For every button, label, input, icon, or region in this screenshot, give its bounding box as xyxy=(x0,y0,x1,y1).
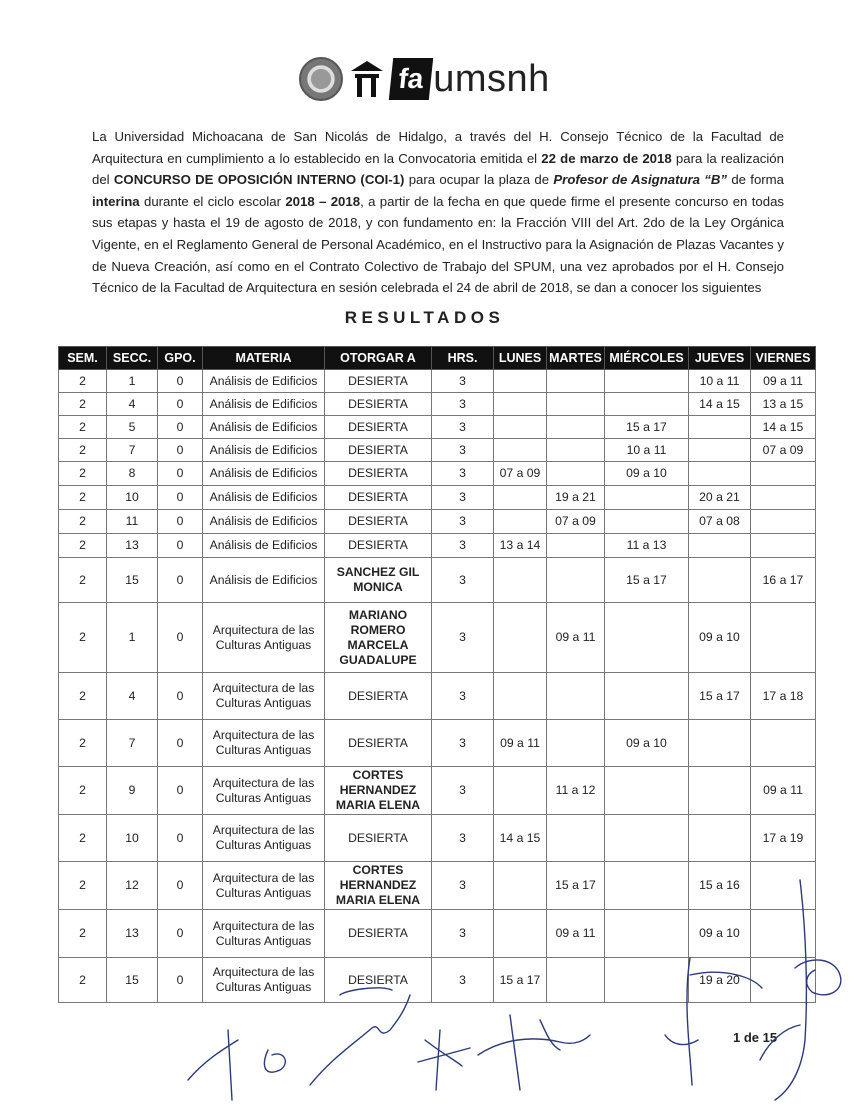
cell-sem: 2 xyxy=(59,958,107,1003)
header-materia: MATERIA xyxy=(203,347,325,370)
cell-viernes: 14 a 15 xyxy=(751,416,816,439)
header-secc: SECC. xyxy=(107,347,158,370)
cell-lunes xyxy=(494,558,547,603)
cell-hrs: 3 xyxy=(432,439,494,462)
cell-hrs: 3 xyxy=(432,510,494,534)
cell-materia: Arquitectura de las Culturas Antiguas xyxy=(203,862,325,910)
cell-sem: 2 xyxy=(59,462,107,486)
cell-secc: 10 xyxy=(107,486,158,510)
cell-sem: 2 xyxy=(59,370,107,393)
cell-gpo: 0 xyxy=(158,603,203,673)
cell-martes xyxy=(547,370,605,393)
cell-martes xyxy=(547,958,605,1003)
cell-viernes xyxy=(751,862,816,910)
table-row xyxy=(59,558,816,603)
cell-viernes: 17 a 19 xyxy=(751,815,816,862)
cell-gpo: 0 xyxy=(158,815,203,862)
cell-lunes xyxy=(494,910,547,958)
cell-miercoles: 15 a 17 xyxy=(605,558,689,603)
cell-gpo: 0 xyxy=(158,393,203,416)
cell-secc: 1 xyxy=(107,603,158,673)
cell-materia: Arquitectura de las Culturas Antiguas xyxy=(203,720,325,767)
cell-otorgar: DESIERTA xyxy=(325,815,432,862)
header-jueves: JUEVES xyxy=(689,347,751,370)
table-row xyxy=(59,486,816,510)
cell-sem: 2 xyxy=(59,862,107,910)
cell-gpo: 0 xyxy=(158,416,203,439)
cell-jueves xyxy=(689,462,751,486)
cell-lunes xyxy=(494,603,547,673)
cell-lunes xyxy=(494,393,547,416)
cell-secc: 1 xyxy=(107,370,158,393)
cell-gpo: 0 xyxy=(158,439,203,462)
cell-martes: 19 a 21 xyxy=(547,486,605,510)
cell-hrs: 3 xyxy=(432,910,494,958)
cell-jueves: 10 a 11 xyxy=(689,370,751,393)
cell-secc: 10 xyxy=(107,815,158,862)
cell-viernes xyxy=(751,910,816,958)
cell-gpo: 0 xyxy=(158,558,203,603)
header-otorgar: OTORGAR A xyxy=(325,347,432,370)
cell-sem: 2 xyxy=(59,416,107,439)
cell-jueves: 15 a 16 xyxy=(689,862,751,910)
cell-gpo: 0 xyxy=(158,486,203,510)
cell-secc: 8 xyxy=(107,462,158,486)
convocatoria-date: 22 de marzo de 2018 xyxy=(541,150,672,166)
cell-viernes xyxy=(751,958,816,1003)
cell-martes xyxy=(547,393,605,416)
cell-miercoles xyxy=(605,603,689,673)
position-name: Profesor de Asignatura “B” xyxy=(553,172,728,188)
contest-name: CONCURSO DE OPOSICIÓN INTERNO (COI-1) xyxy=(113,172,405,188)
cell-hrs: 3 xyxy=(432,767,494,815)
cell-sem: 2 xyxy=(59,439,107,462)
cell-sem: 2 xyxy=(59,910,107,958)
table-row xyxy=(59,958,816,1003)
cell-miercoles xyxy=(605,862,689,910)
cell-lunes xyxy=(494,486,547,510)
cell-hrs: 3 xyxy=(432,673,494,720)
cell-materia: Análisis de Edificios xyxy=(203,510,325,534)
table-row xyxy=(59,370,816,393)
table-row xyxy=(59,510,816,534)
cell-gpo: 0 xyxy=(158,673,203,720)
header-hrs: HRS. xyxy=(432,347,494,370)
cell-gpo: 0 xyxy=(158,862,203,910)
cell-jueves xyxy=(689,534,751,558)
cell-secc: 5 xyxy=(107,416,158,439)
cell-hrs: 3 xyxy=(432,416,494,439)
cell-viernes xyxy=(751,534,816,558)
cell-jueves xyxy=(689,439,751,462)
header-martes: MARTES xyxy=(547,347,605,370)
cell-jueves: 15 a 17 xyxy=(689,673,751,720)
cell-lunes xyxy=(494,767,547,815)
cell-secc: 12 xyxy=(107,862,158,910)
cell-hrs: 3 xyxy=(432,720,494,767)
results-title: RESULTADOS xyxy=(344,308,505,327)
cell-miercoles xyxy=(605,767,689,815)
cell-martes: 07 a 09 xyxy=(547,510,605,534)
cell-lunes xyxy=(494,673,547,720)
cell-gpo: 0 xyxy=(158,462,203,486)
cell-viernes: 17 a 18 xyxy=(751,673,816,720)
cell-jueves: 09 a 10 xyxy=(689,910,751,958)
cell-otorgar: DESIERTA xyxy=(325,416,432,439)
cell-jueves xyxy=(689,558,751,603)
table-header-row xyxy=(59,347,816,370)
cell-hrs: 3 xyxy=(432,462,494,486)
cell-otorgar: DESIERTA xyxy=(325,673,432,720)
table-row xyxy=(59,393,816,416)
cell-materia: Arquitectura de las Culturas Antiguas xyxy=(203,815,325,862)
cell-sem: 2 xyxy=(59,815,107,862)
cell-secc: 7 xyxy=(107,720,158,767)
cell-martes xyxy=(547,558,605,603)
cell-otorgar: DESIERTA xyxy=(325,510,432,534)
cell-miercoles xyxy=(605,958,689,1003)
cell-secc: 15 xyxy=(107,558,158,603)
cell-materia: Análisis de Edificios xyxy=(203,534,325,558)
cell-otorgar: DESIERTA xyxy=(325,439,432,462)
table-row xyxy=(59,815,816,862)
cell-sem: 2 xyxy=(59,767,107,815)
cell-otorgar: DESIERTA xyxy=(325,720,432,767)
appointment-mode: interina xyxy=(92,193,140,209)
cell-miercoles xyxy=(605,510,689,534)
cell-jueves xyxy=(689,815,751,862)
cell-otorgar: DESIERTA xyxy=(325,958,432,1003)
table-row xyxy=(59,767,816,815)
cell-lunes: 13 a 14 xyxy=(494,534,547,558)
cell-jueves: 14 a 15 xyxy=(689,393,751,416)
cell-materia: Análisis de Edificios xyxy=(203,462,325,486)
cell-martes: 09 a 11 xyxy=(547,910,605,958)
cell-otorgar: SANCHEZ GIL MONICA xyxy=(325,558,432,603)
table-row xyxy=(59,439,816,462)
cell-miercoles: 11 a 13 xyxy=(605,534,689,558)
header-miercoles: MIÉRCOLES xyxy=(605,347,689,370)
umsnh-wordmark: umsnh xyxy=(433,57,550,100)
cell-jueves: 09 a 10 xyxy=(689,603,751,673)
cell-martes: 11 a 12 xyxy=(547,767,605,815)
header-viernes: VIERNES xyxy=(751,347,816,370)
cell-jueves: 07 a 08 xyxy=(689,510,751,534)
cell-secc: 15 xyxy=(107,958,158,1003)
faculty-symbol-icon xyxy=(349,59,385,99)
header-logos xyxy=(0,52,849,106)
cell-jueves xyxy=(689,720,751,767)
cell-sem: 2 xyxy=(59,603,107,673)
cell-otorgar: DESIERTA xyxy=(325,534,432,558)
cell-viernes: 13 a 15 xyxy=(751,393,816,416)
cell-gpo: 0 xyxy=(158,510,203,534)
cell-sem: 2 xyxy=(59,720,107,767)
cell-martes xyxy=(547,534,605,558)
cell-jueves: 19 a 20 xyxy=(689,958,751,1003)
header-sem: SEM. xyxy=(59,347,107,370)
cell-lunes xyxy=(494,862,547,910)
cell-otorgar: MARIANO ROMERO MARCELA GUADALUPE xyxy=(325,603,432,673)
cell-sem: 2 xyxy=(59,534,107,558)
cell-miercoles xyxy=(605,370,689,393)
cell-jueves xyxy=(689,767,751,815)
cell-otorgar: DESIERTA xyxy=(325,393,432,416)
cell-martes: 15 a 17 xyxy=(547,862,605,910)
header-lunes: LUNES xyxy=(494,347,547,370)
table-row xyxy=(59,462,816,486)
cell-martes xyxy=(547,416,605,439)
table-row xyxy=(59,862,816,910)
cell-martes xyxy=(547,673,605,720)
cell-sem: 2 xyxy=(59,393,107,416)
table-row xyxy=(59,720,816,767)
cell-gpo: 0 xyxy=(158,767,203,815)
cell-secc: 13 xyxy=(107,910,158,958)
university-seal-icon xyxy=(299,57,343,101)
cell-miercoles xyxy=(605,815,689,862)
cell-materia: Arquitectura de las Culturas Antiguas xyxy=(203,767,325,815)
cell-miercoles xyxy=(605,393,689,416)
cell-hrs: 3 xyxy=(432,534,494,558)
table-row xyxy=(59,416,816,439)
cell-gpo: 0 xyxy=(158,534,203,558)
cell-otorgar: DESIERTA xyxy=(325,486,432,510)
cell-materia: Análisis de Edificios xyxy=(203,370,325,393)
cell-viernes: 16 a 17 xyxy=(751,558,816,603)
cell-viernes xyxy=(751,462,816,486)
cell-martes xyxy=(547,720,605,767)
cell-lunes xyxy=(494,370,547,393)
cell-otorgar: CORTES HERNANDEZ MARIA ELENA xyxy=(325,767,432,815)
cell-martes: 09 a 11 xyxy=(547,603,605,673)
cell-gpo: 0 xyxy=(158,720,203,767)
cell-hrs: 3 xyxy=(432,393,494,416)
cell-hrs: 3 xyxy=(432,558,494,603)
cell-lunes xyxy=(494,439,547,462)
cell-hrs: 3 xyxy=(432,486,494,510)
table-row xyxy=(59,603,816,673)
cell-lunes: 15 a 17 xyxy=(494,958,547,1003)
cell-viernes xyxy=(751,486,816,510)
cell-otorgar: DESIERTA xyxy=(325,910,432,958)
cell-secc: 4 xyxy=(107,393,158,416)
cell-viernes xyxy=(751,720,816,767)
cell-materia: Análisis de Edificios xyxy=(203,486,325,510)
cell-otorgar: CORTES HERNANDEZ MARIA ELENA xyxy=(325,862,432,910)
cell-materia: Arquitectura de las Culturas Antiguas xyxy=(203,603,325,673)
cell-gpo: 0 xyxy=(158,958,203,1003)
cell-lunes xyxy=(494,510,547,534)
cell-viernes: 09 a 11 xyxy=(751,767,816,815)
cell-lunes xyxy=(494,416,547,439)
results-table xyxy=(58,346,816,1003)
cell-lunes: 09 a 11 xyxy=(494,720,547,767)
cell-secc: 13 xyxy=(107,534,158,558)
header-gpo: GPO. xyxy=(158,347,203,370)
cell-secc: 7 xyxy=(107,439,158,462)
table-row xyxy=(59,534,816,558)
cell-secc: 4 xyxy=(107,673,158,720)
cell-sem: 2 xyxy=(59,673,107,720)
cell-materia: Análisis de Edificios xyxy=(203,393,325,416)
cell-hrs: 3 xyxy=(432,815,494,862)
cell-materia: Análisis de Edificios xyxy=(203,439,325,462)
cell-lunes: 14 a 15 xyxy=(494,815,547,862)
cell-hrs: 3 xyxy=(432,603,494,673)
table-row xyxy=(59,673,816,720)
cell-hrs: 3 xyxy=(432,370,494,393)
cell-miercoles xyxy=(605,486,689,510)
intro-paragraph: La Universidad Michoacana de San Nicolás de Hidalgo, a través del H. Consejo Técnico de la Facultad de Arquitectura en cumplimiento a lo establecido en la Convocatoria emitida el 22 de marzo de 2018 para la realización del CONCURSO DE OPOSICIÓN INTERNO (COI-1) para ocupar la plaza de Profesor de Asignatura “B” de forma interina durante el ciclo escolar 2018 – 2018, a partir de la fecha en que quede firme el presente concurso en todas sus etapas y hasta el 19 de agosto de 2018, y con fundamento en: la Fracción VIII del Art. 2do de la Ley Orgánica Vigente, en el Reglamento General de Personal Académico, en el Instructivo para la Asignación de Plazas Vacantes y de Nueva Creación, así como en el Contrato Colectivo de Trabajo del SPUM, una vez aprobados por el H. Consejo Técnico de la Facultad de Arquitectura en sesión celebrada el 24 de abril de 2018, se dan a conocer los siguientes xyxy=(92,129,784,296)
cell-viernes: 09 a 11 xyxy=(751,370,816,393)
cell-viernes xyxy=(751,603,816,673)
cell-martes xyxy=(547,815,605,862)
cell-otorgar: DESIERTA xyxy=(325,370,432,393)
cell-miercoles: 10 a 11 xyxy=(605,439,689,462)
cell-miercoles: 15 a 17 xyxy=(605,416,689,439)
page-number: 1 de 15 xyxy=(733,1030,778,1045)
cell-materia: Arquitectura de las Culturas Antiguas xyxy=(203,958,325,1003)
cell-secc: 9 xyxy=(107,767,158,815)
cell-materia: Análisis de Edificios xyxy=(203,416,325,439)
cell-miercoles: 09 a 10 xyxy=(605,720,689,767)
cell-sem: 2 xyxy=(59,510,107,534)
school-cycle: 2018 – 2018 xyxy=(285,193,361,209)
cell-hrs: 3 xyxy=(432,958,494,1003)
cell-sem: 2 xyxy=(59,486,107,510)
cell-martes xyxy=(547,439,605,462)
cell-materia: Análisis de Edificios xyxy=(203,558,325,603)
cell-miercoles xyxy=(605,673,689,720)
cell-materia: Arquitectura de las Culturas Antiguas xyxy=(203,910,325,958)
cell-jueves: 20 a 21 xyxy=(689,486,751,510)
table-row xyxy=(59,910,816,958)
cell-lunes: 07 a 09 xyxy=(494,462,547,486)
cell-miercoles xyxy=(605,910,689,958)
cell-secc: 11 xyxy=(107,510,158,534)
cell-hrs: 3 xyxy=(432,862,494,910)
cell-martes xyxy=(547,462,605,486)
cell-gpo: 0 xyxy=(158,370,203,393)
cell-materia: Arquitectura de las Culturas Antiguas xyxy=(203,673,325,720)
cell-otorgar: DESIERTA xyxy=(325,462,432,486)
cell-gpo: 0 xyxy=(158,910,203,958)
cell-viernes xyxy=(751,510,816,534)
cell-jueves xyxy=(689,416,751,439)
cell-sem: 2 xyxy=(59,558,107,603)
cell-viernes: 07 a 09 xyxy=(751,439,816,462)
fa-logo: fa xyxy=(389,58,433,100)
cell-miercoles: 09 a 10 xyxy=(605,462,689,486)
